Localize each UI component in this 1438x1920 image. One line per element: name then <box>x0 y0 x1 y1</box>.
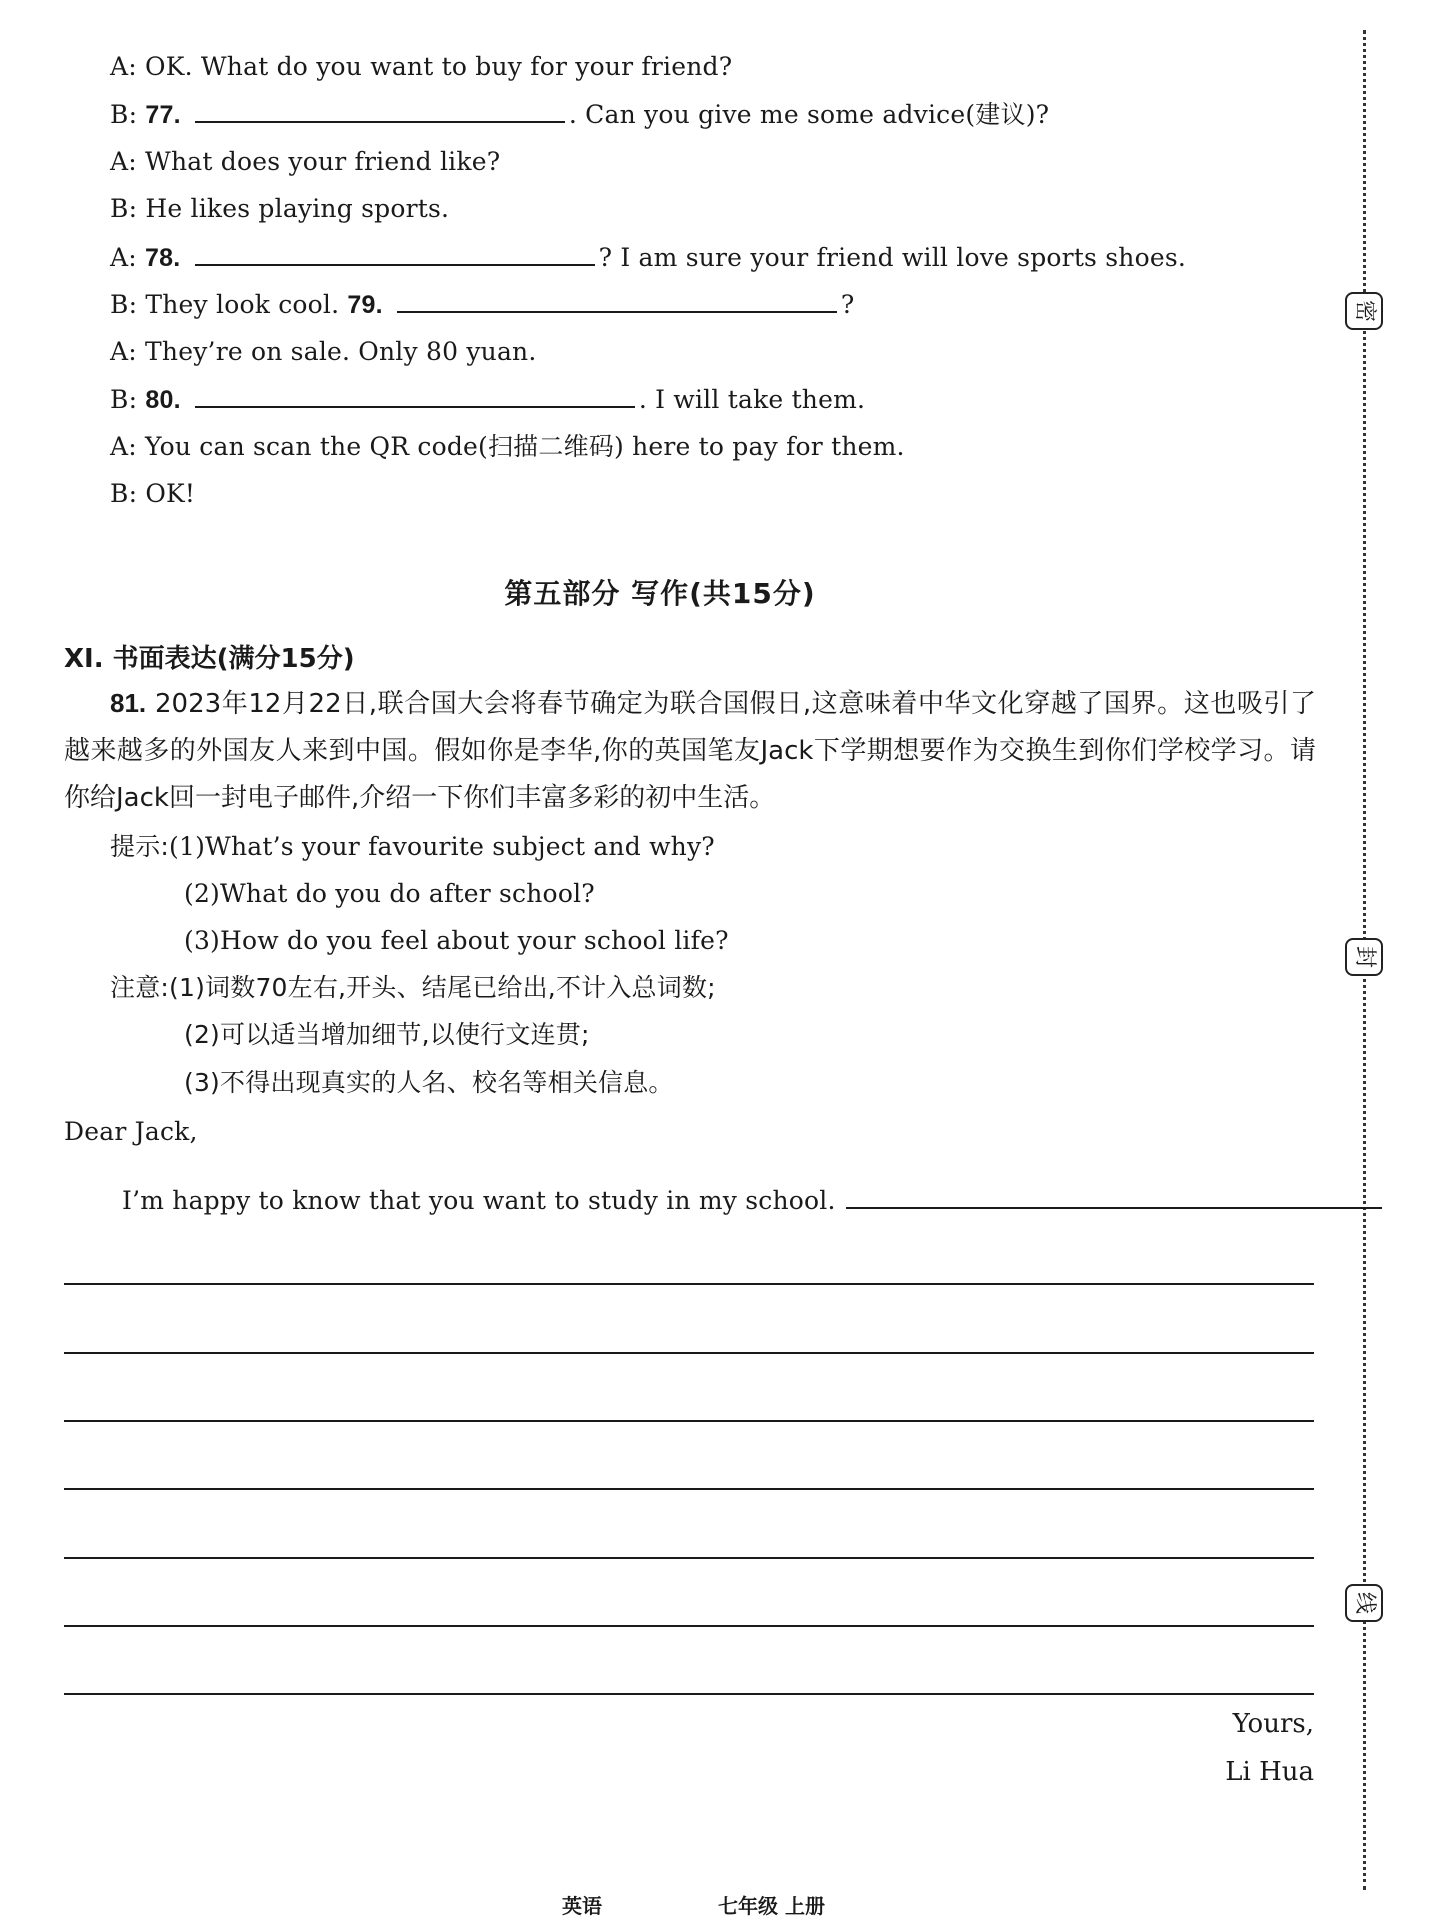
note-line <box>184 1066 674 1100</box>
dialogue-line <box>110 477 195 511</box>
dialogue-line <box>110 382 865 417</box>
question-number: 80. <box>145 386 181 414</box>
seal-mark-xian: 线 <box>1345 1584 1383 1622</box>
writing-line[interactable] <box>64 1557 1314 1559</box>
writing-blank-first[interactable] <box>846 1183 1382 1209</box>
letter-signature: Li Hua <box>1225 1757 1314 1787</box>
dialogue-line <box>110 50 732 84</box>
hint-line <box>184 877 595 911</box>
note-text: (2)可以适当增加细节,以使行文连贯; <box>184 1020 590 1049</box>
dialogue-line <box>110 192 449 226</box>
sub-title: XI. 书面表达(满分15分) <box>64 644 355 674</box>
notes-label: 注意: <box>110 973 170 1002</box>
hint-text: (2)What do you do after school? <box>184 879 595 908</box>
hint-line <box>184 924 729 958</box>
writing-line[interactable] <box>64 1488 1314 1490</box>
speaker-label: B: <box>110 385 138 414</box>
speaker-label: A: <box>110 432 137 461</box>
speaker-label: B: <box>110 100 138 129</box>
letter-opening-line <box>122 1183 1386 1218</box>
speaker-label: B: <box>110 290 138 319</box>
dialogue-text: You can scan the QR code(扫描二维码) here to pay for them. <box>145 432 905 461</box>
note-text: (3)不得出现真实的人名、校名等相关信息。 <box>184 1068 674 1097</box>
speaker-label: B: <box>110 479 138 508</box>
hint-text: (3)How do you feel about your school life? <box>184 926 729 955</box>
dialogue-text: ? I am sure your friend will love sports shoes. <box>598 243 1186 272</box>
dialogue-line <box>110 335 537 369</box>
dialogue-text: What does your friend like? <box>145 147 501 176</box>
dialogue-text: ? <box>840 290 855 319</box>
letter-closing: Yours, <box>1232 1709 1314 1739</box>
speaker-label: A: <box>110 337 137 366</box>
question-number: 79. <box>347 291 383 319</box>
writing-line[interactable] <box>64 1693 1314 1695</box>
note-line <box>184 1018 590 1052</box>
note-line <box>110 971 716 1005</box>
dialogue-line <box>110 145 500 179</box>
hint-line <box>110 830 715 864</box>
footer-grade: 七年级 上册 <box>718 1894 825 1918</box>
answer-blank-79[interactable] <box>397 287 837 313</box>
speaker-label: A: <box>110 243 137 272</box>
dialogue-text: . I will take them. <box>638 385 866 414</box>
note-text: (1)词数70左右,开头、结尾已给出,不计入总词数; <box>169 973 716 1002</box>
speaker-label: B: <box>110 194 138 223</box>
dialogue-line <box>110 240 1186 275</box>
dialogue-line <box>110 287 855 322</box>
dialogue-text: OK! <box>145 479 196 508</box>
seal-mark-mi: 密 <box>1345 292 1383 330</box>
writing-line[interactable] <box>64 1420 1314 1422</box>
dialogue-line <box>110 97 1049 132</box>
question-number: 77. <box>145 101 181 129</box>
speaker-label: A: <box>110 52 137 81</box>
answer-blank-77[interactable] <box>195 97 565 123</box>
seal-mark-feng: 封 <box>1345 938 1383 976</box>
dialogue-text: OK. What do you want to buy for your friend? <box>145 52 733 81</box>
question-number: 81. <box>110 688 147 718</box>
letter-greeting: Dear Jack, <box>64 1117 198 1146</box>
footer-subject: 英语 <box>562 1894 602 1918</box>
answer-blank-80[interactable] <box>195 382 635 408</box>
question-paragraph <box>64 680 1316 822</box>
dialogue-text: He likes playing sports. <box>145 194 450 223</box>
dialogue-text: . Can you give me some advice(建议)? <box>568 100 1050 129</box>
writing-line[interactable] <box>64 1352 1314 1354</box>
answer-blank-78[interactable] <box>195 240 595 266</box>
dialogue-line <box>110 430 905 464</box>
hint-text: (1)What’s your favourite subject and why? <box>169 832 715 861</box>
writing-line[interactable] <box>64 1625 1314 1627</box>
hints-label: 提示: <box>110 832 170 861</box>
speaker-label: A: <box>110 147 137 176</box>
letter-opening: I’m happy to know that you want to study in my school. <box>122 1186 836 1215</box>
dialogue-text: They look cool. <box>145 290 340 319</box>
question-text: 2023年12月22日,联合国大会将春节确定为联合国假日,这意味着中华文化穿越了国界。这也吸引了越来越多的外国友人来到中国。假如你是李华,你的英国笔友Jack下学期想要作为交换生到你们学校学习。请你给Jack回一封电子邮件,介绍一下你们丰富多彩的初中生活。 <box>64 689 1316 813</box>
section-title: 第五部分 写作(共15分) <box>504 577 816 610</box>
dialogue-text: They’re on sale. Only 80 yuan. <box>145 337 537 366</box>
question-number: 78. <box>145 244 181 272</box>
writing-line[interactable] <box>64 1283 1314 1285</box>
